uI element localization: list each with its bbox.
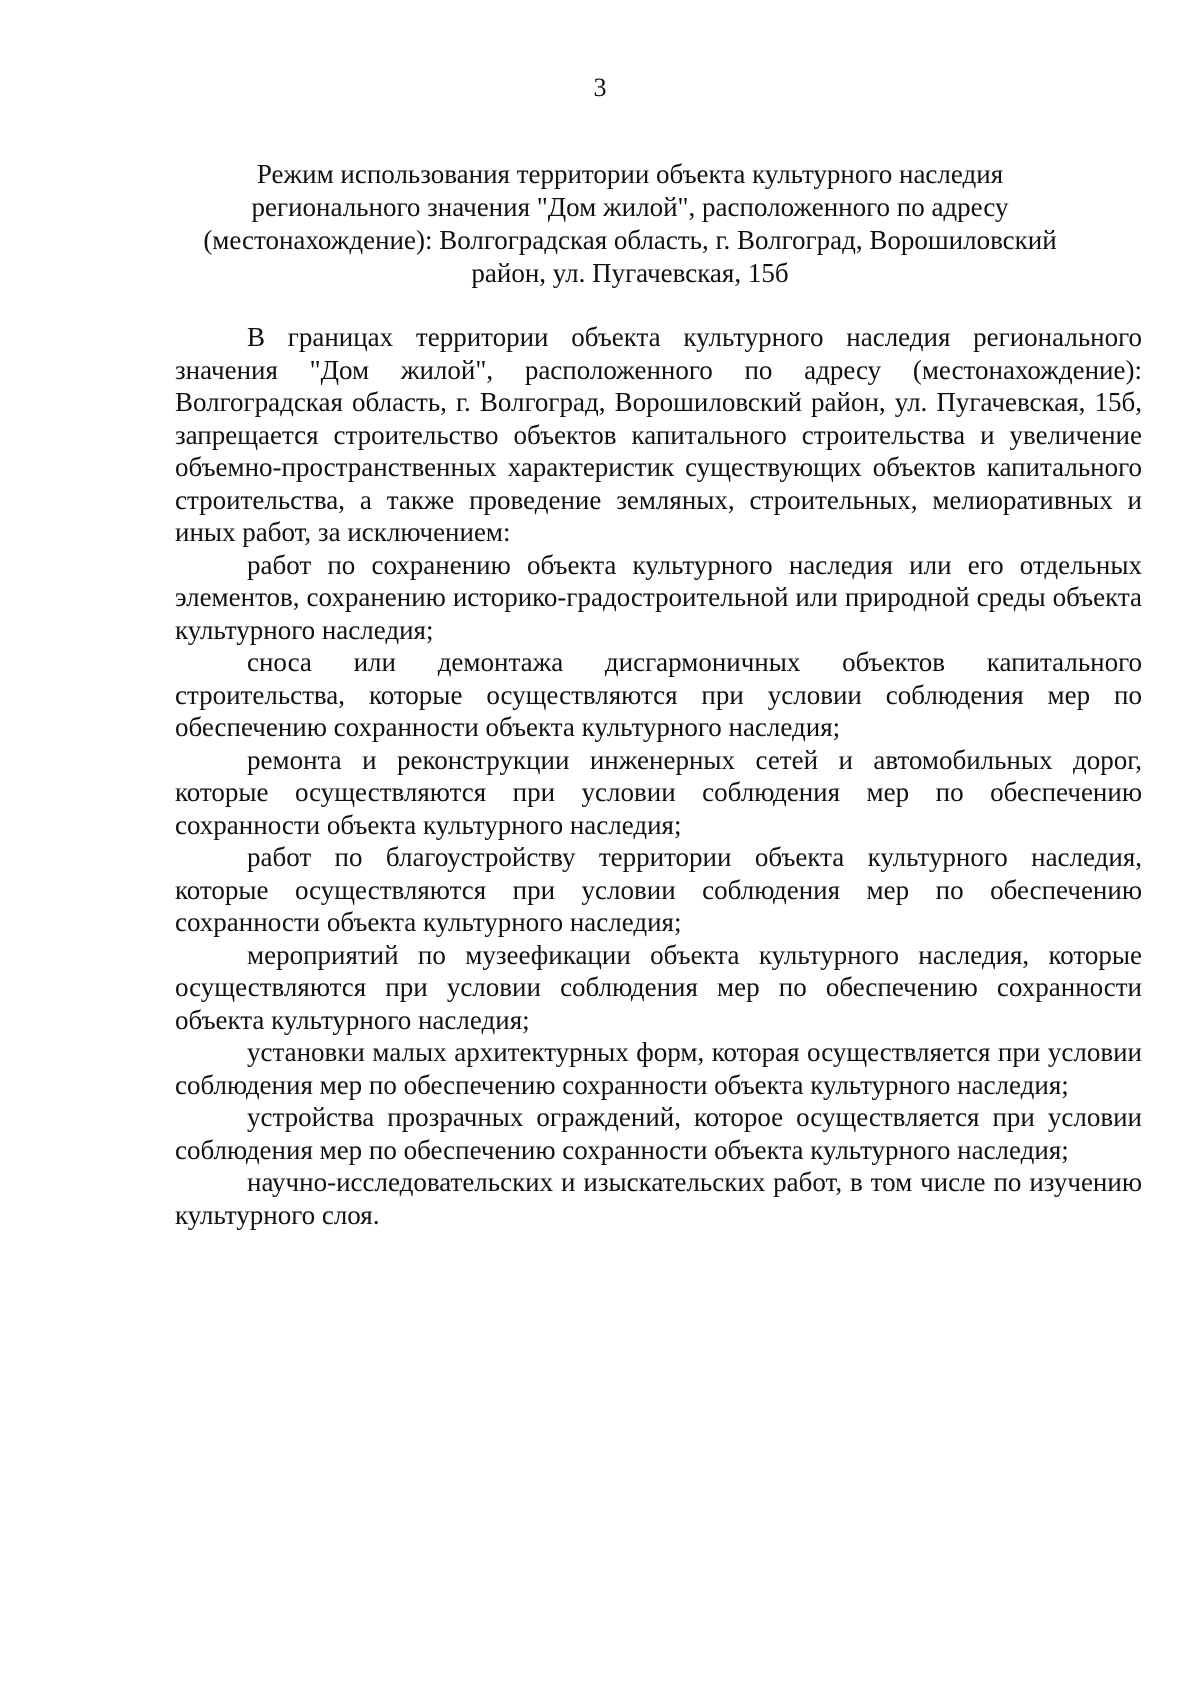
- document-body: [175, 321, 1142, 1231]
- document-title: Режим использования территории объекта культурного наследия регионального значения "Дом жилой", расположенного по адресу (местонахождение): Волгоградская область, г. Волгоград, Ворошиловский район, ул. Пугачевская, 15б: [203, 159, 1057, 288]
- paragraph-item: мероприятий по музеефикации объекта культурного наследия, которые осуществляются при условии соблюдения мер по обеспечению сохранности объекта культурного наследия;: [175, 939, 1142, 1035]
- paragraph-item: сноса или демонтажа дисгармоничных объектов капитального строительства, которые осуществляются при условии соблюдения мер по обеспечению сохранности объекта культурного наследия;: [175, 647, 1142, 742]
- paragraph-item: работ по благоустройству территории объекта культурного наследия, которые осуществляются при условии соблюдения мер по обеспечению сохранности объекта культурного наследия;: [175, 842, 1142, 937]
- paragraph-item: установки малых архитектурных форм, которая осуществляется при условии соблюдения мер по обеспечению сохранности объекта культурного наследия;: [175, 1037, 1142, 1100]
- paragraph-intro: В границах территории объекта культурного наследия регионального значения "Дом жилой", расположенного по адресу (местонахождение): Волгоградская область, г. Волгоград, Ворошиловский район, ул. Пугачевская, 15б, запрещается строительство объектов капитального строительства и увеличение объемно-пространственных характеристик существующих объектов капитального строительства, а также проведение земляных, строительных, мелиоративных и иных работ, за исключением:: [175, 322, 1142, 547]
- paragraph-item: работ по сохранению объекта культурного наследия или его отдельных элементов, сохранению историко-градостроительной или природной среды объекта культурного наследия;: [175, 549, 1142, 645]
- paragraph-item: научно-исследовательских и изыскательских работ, в том числе по изучению культурного слоя.: [175, 1167, 1142, 1230]
- paragraph-item: ремонта и реконструкции инженерных сетей и автомобильных дорог, которые осуществляются при условии соблюдения мер по обеспечению сохранности объекта культурного наследия;: [175, 744, 1142, 840]
- paragraph-item: устройства прозрачных ограждений, которое осуществляется при условии соблюдения мер по обеспечению сохранности объекта культурного наследия;: [175, 1102, 1142, 1165]
- page-number: 3: [593, 73, 607, 102]
